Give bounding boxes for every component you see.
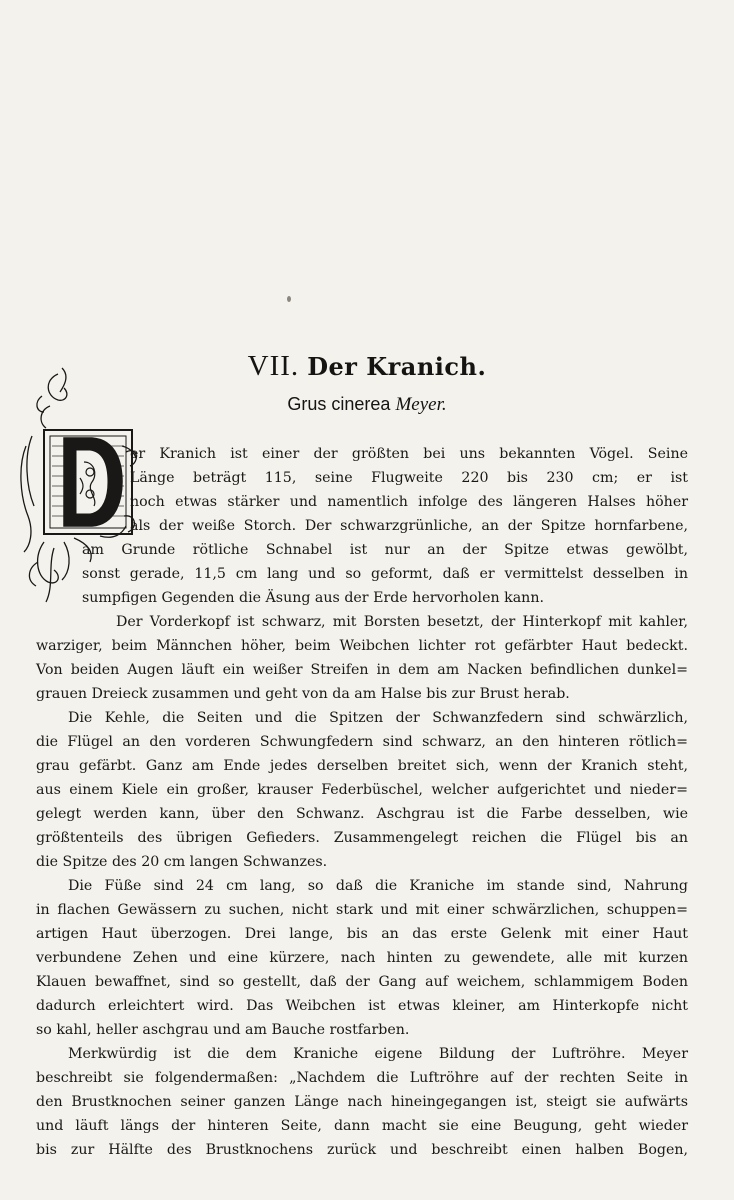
species-name: Grus cinerea (287, 394, 391, 414)
text-line: Merkwürdig ist die dem Kraniche eigene Bildung der Luftröhre. Meyer (68, 1046, 688, 1062)
text-line: sonst gerade, 11,5 cm lang und so geformt, daß er vermittelst desselben in (82, 566, 688, 582)
text-line: noch etwas stärker und namentlich infolge des längeren Halses höher (130, 494, 688, 510)
species-author: Meyer. (395, 394, 447, 415)
text-line: Der Vorderkopf ist schwarz, mit Borsten besetzt, der Hinterkopf mit kahler, (116, 614, 688, 630)
text-line: die Flügel an den vorderen Schwungfedern sind schwarz, an den hinteren rötlich= (36, 734, 688, 750)
text-line: gelegt werden kann, über den Schwanz. Aschgrau ist die Farbe desselben, wie (36, 806, 688, 822)
text-line: bis zur Hälfte des Brustknochens zurück und beschreibt einen halben Bogen, (36, 1142, 688, 1158)
text-line: die Spitze des 20 cm langen Schwanzes. (36, 854, 328, 870)
text-line: den Brustknochen seiner ganzen Länge nach hineingegangen ist, steigt sie aufwärts (36, 1094, 688, 1110)
text-line: Von beiden Augen läuft ein weißer Streifen in dem am Nacken befindlichen dunkel= (36, 662, 688, 678)
ink-speck (287, 296, 291, 302)
text-line: grauen Dreieck zusammen und geht von da am Halse bis zur Brust herab. (36, 686, 570, 702)
text-line: er Kranich ist einer der größten bei uns bekannten Vögel. Seine (130, 446, 688, 462)
chapter-number: VII. (247, 350, 300, 382)
text-line: Die Kehle, die Seiten und die Spitzen der Schwanzfedern sind schwärzlich, (68, 710, 688, 726)
text-line: grau gefärbt. Ganz am Ende jedes derselben breitet sich, wenn der Kranich steht, (36, 758, 688, 774)
text-line: in flachen Gewässern zu suchen, nicht stark und mit einer schwärzlichen, schuppen= (36, 902, 688, 918)
text-line: artigen Haut überzogen. Drei lange, bis an das erste Gelenk mit einer Haut (36, 926, 688, 942)
chapter-title: Der Kranich. (307, 352, 487, 381)
text-line: am Grunde rötliche Schnabel ist nur an der Spitze etwas gewölbt, (82, 542, 688, 558)
text-line: aus einem Kiele ein großer, krauser Federbüschel, welcher aufgerichtet und nieder= (36, 782, 688, 798)
text-line: verbundene Zehen und eine kürzere, nach hinten zu gewendete, alle mit kurzen (36, 950, 688, 966)
text-line: größtenteils des übrigen Gefieders. Zusammengelegt reichen die Flügel bis an (36, 830, 688, 846)
text-line: als der weiße Storch. Der schwarzgrünliche, an der Spitze hornfarbene, (130, 518, 688, 534)
text-line: Klauen bewaffnet, sind so gestellt, daß der Gang auf weichem, schlammigem Boden (36, 974, 688, 990)
text-line: beschreibt sie folgendermaßen: „Nachdem die Luftröhre auf der rechten Seite in (36, 1070, 688, 1086)
text-line: dadurch erleichtert wird. Das Weibchen ist etwas kleiner, am Hinterkopfe nicht (36, 998, 688, 1014)
text-line: so kahl, heller aschgrau und am Bauche rostfarben. (36, 1022, 410, 1038)
text-line: Die Füße sind 24 cm lang, so daß die Kraniche im stande sind, Nahrung (68, 878, 688, 894)
text-line: sumpfigen Gegenden die Äsung aus der Erde hervorholen kann. (82, 590, 544, 606)
text-line: warziger, beim Männchen höher, beim Weibchen lichter rot gefärbter Haut bedeckt. (36, 638, 688, 654)
text-line: und läuft längs der hinteren Seite, dann macht sie eine Beugung, geht wieder (36, 1118, 688, 1134)
text-line: Länge beträgt 115, seine Flugweite 220 bis 230 cm; er ist (130, 470, 688, 486)
